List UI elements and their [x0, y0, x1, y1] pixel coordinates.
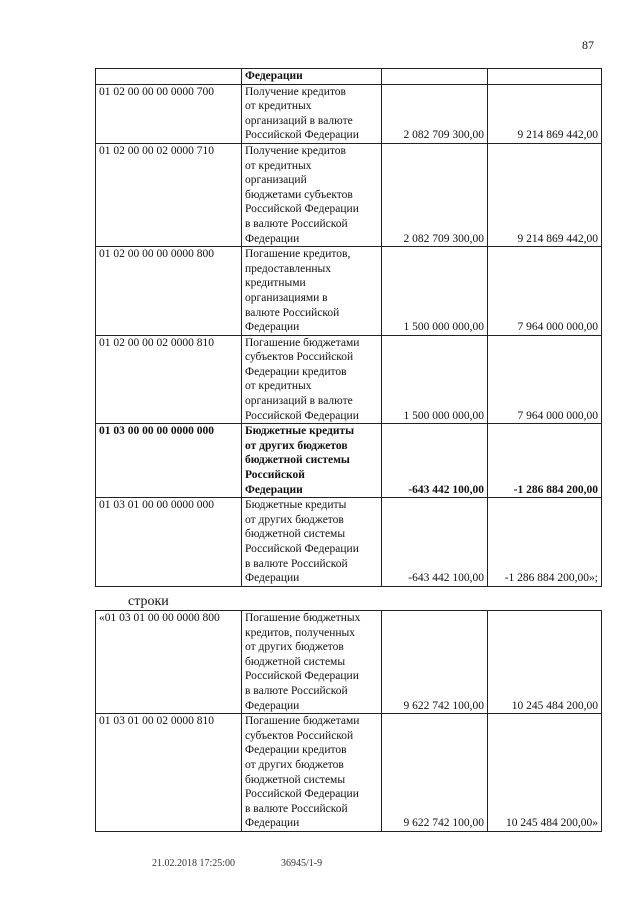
- table-row: [96, 335, 602, 424]
- row-name: Получение кредитов от кредитных организаций в валюте Российской Федерации: [242, 84, 382, 143]
- row-code: 01 03 01 00 02 0000 810: [96, 714, 242, 832]
- row-value-2018: 2 082 709 300,00: [382, 143, 488, 246]
- page-number: 87: [582, 38, 594, 52]
- row-value-2019: -1 286 884 200,00: [488, 424, 602, 498]
- row-name: Бюджетные кредиты от других бюджетов бюджетной системы Российской Федерации: [242, 424, 382, 498]
- row-name: Погашение бюджетами субъектов Российской Федерации кредитов от других бюджетов бюджетной системы Российской Федерации в валюте Российской Федерации: [242, 714, 382, 832]
- table-row: [96, 424, 602, 498]
- row-value-2018: 9 622 742 100,00: [382, 611, 488, 714]
- row-name: Погашение кредитов, предоставленных кредитными организациями в валюте Российской Федерации: [242, 247, 382, 336]
- row-name: Получение кредитов от кредитных организаций бюджетами субъектов Российской Федерации в валюте Российской Федерации: [242, 143, 382, 246]
- row-name: Бюджетные кредиты от других бюджетов бюджетной системы Российской Федерации в валюте Российской Федерации: [242, 498, 382, 587]
- section-label: строки: [128, 594, 169, 609]
- row-value-2019: 7 964 000 000,00: [488, 335, 602, 424]
- budget-sources-table: [95, 68, 602, 587]
- row-code: 01 02 00 00 02 0000 710: [96, 143, 242, 246]
- row-value-2019: 9 214 869 442,00: [488, 143, 602, 246]
- footer-document-ref: 36945/1-9: [281, 858, 323, 869]
- row-code: 01 02 00 00 02 0000 810: [96, 335, 242, 424]
- row-value-2019: 7 964 000 000,00: [488, 247, 602, 336]
- row-code: «01 03 01 00 00 0000 800: [96, 611, 242, 714]
- row-value-2018: -643 442 100,00: [382, 498, 488, 587]
- row-value-2019: [488, 69, 602, 85]
- row-name: Погашение бюджетных кредитов, полученных от других бюджетов бюджетной системы Российской Федерации в валюте Российской Федерации: [242, 611, 382, 714]
- table-row: [96, 143, 602, 246]
- table-row: [96, 247, 602, 336]
- row-value-2018: -643 442 100,00: [382, 424, 488, 498]
- row-name: Погашение бюджетами субъектов Российской Федерации кредитов от кредитных организаций в валюте Российской Федерации: [242, 335, 382, 424]
- row-value-2018: 2 082 709 300,00: [382, 84, 488, 143]
- row-code: 01 02 00 00 00 0000 700: [96, 84, 242, 143]
- row-value-2019: 10 245 484 200,00»: [488, 714, 602, 832]
- row-value-2018: 1 500 000 000,00: [382, 247, 488, 336]
- row-value-2018: 1 500 000 000,00: [382, 335, 488, 424]
- row-value-2019: 9 214 869 442,00: [488, 84, 602, 143]
- table-row: [96, 714, 602, 832]
- amended-rows-table: [95, 610, 602, 832]
- footer-timestamp: 21.02.2018 17:25:00: [152, 858, 236, 869]
- row-name: Федерации: [242, 69, 382, 85]
- row-value-2018: 9 622 742 100,00: [382, 714, 488, 832]
- row-value-2019: -1 286 884 200,00»;: [488, 498, 602, 587]
- row-value-2018: [382, 69, 488, 85]
- row-code: [96, 69, 242, 85]
- table-row: [96, 498, 602, 587]
- row-code: 01 02 00 00 00 0000 800: [96, 247, 242, 336]
- table-row: [96, 84, 602, 143]
- row-code: 01 03 01 00 00 0000 000: [96, 498, 242, 587]
- table-row: [96, 611, 602, 714]
- table-row: [96, 69, 602, 85]
- row-value-2019: 10 245 484 200,00: [488, 611, 602, 714]
- row-code: 01 03 00 00 00 0000 000: [96, 424, 242, 498]
